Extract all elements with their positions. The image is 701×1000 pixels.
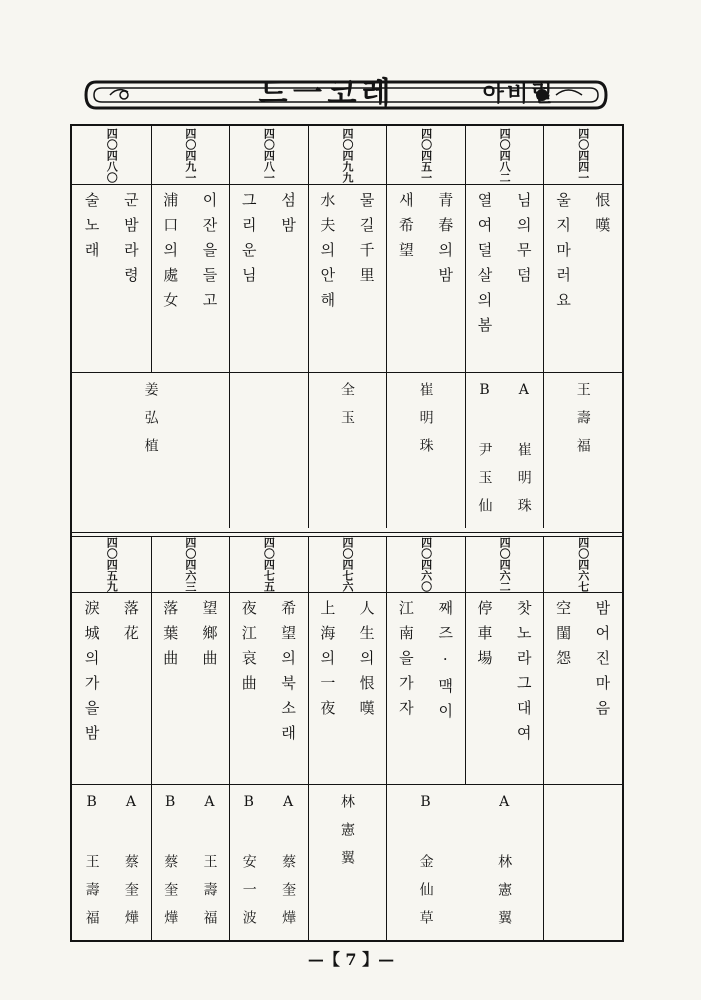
- catalog-number-cell: [543, 536, 622, 592]
- banner-brand: 아비럴: [482, 82, 556, 107]
- song-title: 人生의恨嘆: [357, 600, 376, 725]
- artist-name: A 林憲翼: [496, 794, 513, 938]
- song-title: 군밤라령: [121, 192, 140, 292]
- song-title: 밤어진마음: [593, 600, 612, 725]
- page-number: —【 7 】—: [307, 950, 395, 969]
- song-title: 술노래: [82, 192, 101, 267]
- artist-name: A 蔡奎燁: [122, 794, 139, 938]
- song-title: 恨嘆: [593, 192, 612, 242]
- song-title: 夜江哀曲: [239, 600, 258, 700]
- catalog-number: 四〇四七五: [262, 536, 276, 592]
- title-row-divider: [72, 784, 622, 785]
- song-titles-cell: [386, 600, 465, 776]
- song-title: 江南을가자: [396, 600, 415, 725]
- catalog-number-cell: [308, 126, 387, 184]
- song-titles-cell: [151, 600, 230, 776]
- artist-cell: [465, 382, 544, 526]
- catalog-number-cell: [308, 536, 387, 592]
- song-title: 青春의밤: [436, 192, 455, 292]
- song-title: 물길千里: [357, 192, 376, 292]
- artist-cell: [308, 794, 387, 930]
- song-title: 上海의一夜: [318, 600, 337, 725]
- artist-name: B 金仙草: [417, 794, 434, 938]
- number-row-divider: [72, 592, 622, 593]
- catalog-number-cell: [72, 126, 151, 184]
- catalog-number-cell: [151, 536, 230, 592]
- catalog-number-cell: [72, 536, 151, 592]
- song-titles-cell: [308, 192, 387, 364]
- catalog-number-cell: [386, 536, 465, 592]
- catalog-number: 四〇四六二: [498, 536, 512, 592]
- artist-cell: [72, 382, 229, 518]
- song-title: 空閨怨: [554, 600, 573, 675]
- catalog-number: 四〇四六三: [183, 536, 197, 592]
- song-title: 째즈·맥이: [436, 600, 455, 728]
- song-titles-cell: [72, 600, 151, 776]
- artist-name: 王壽福: [574, 382, 591, 466]
- catalog-number-cell: [229, 536, 308, 592]
- song-titles-cell: [465, 600, 544, 776]
- song-title: 울지마러요: [554, 192, 573, 317]
- catalog-number-cell: [543, 126, 622, 184]
- song-titles-cell: [465, 192, 544, 364]
- catalog-number: 四〇四五九: [105, 536, 119, 592]
- artist-cell: [229, 382, 308, 518]
- artist-cell: [229, 794, 308, 938]
- artist-cell: [543, 382, 622, 518]
- song-title: 열여덜살의봄: [475, 192, 494, 342]
- song-titles-cell: [386, 192, 465, 364]
- artist-name: A 崔明珠: [515, 382, 532, 526]
- song-titles-cell: [229, 192, 308, 364]
- catalog-number-cell: [465, 126, 544, 184]
- artist-name: A 蔡奎燁: [280, 794, 297, 938]
- catalog-number: 四〇四八一: [262, 127, 276, 183]
- artist-cell: [543, 794, 622, 930]
- catalog-number: 四〇四九九: [340, 127, 354, 183]
- artist-cell: [72, 794, 151, 938]
- song-titles-cell: [229, 600, 308, 776]
- song-title: 停車場: [475, 600, 494, 675]
- artist-cell: [386, 794, 543, 938]
- artist-name: 姜弘植: [142, 382, 159, 466]
- record-catalog-table: [70, 124, 624, 942]
- song-title: 落花: [121, 600, 140, 650]
- artist-name: B 王壽福: [83, 794, 100, 938]
- title-row-divider: [72, 372, 622, 373]
- song-title: 님의무덤: [514, 192, 533, 292]
- song-title: 찻노라그대여: [514, 600, 533, 750]
- catalog-number: 四〇四六〇: [419, 536, 433, 592]
- artist-name: B 安一波: [240, 794, 257, 938]
- artist-cell: [386, 382, 465, 518]
- song-title: 그리운님: [239, 192, 258, 292]
- song-title: 希望의북소래: [279, 600, 298, 750]
- catalog-number: 四〇四六七: [576, 536, 590, 592]
- catalog-banner: [82, 72, 610, 118]
- catalog-number: 四〇四八二: [498, 127, 512, 183]
- song-titles-cell: [543, 600, 622, 776]
- song-title: 이잔을들고: [200, 192, 219, 317]
- catalog-number: 四〇四八〇: [105, 127, 119, 183]
- artist-name: A 王壽福: [201, 794, 218, 938]
- song-title: 落葉曲: [161, 600, 180, 675]
- number-row-divider: [72, 184, 622, 185]
- catalog-number: 四〇四四一: [576, 127, 590, 183]
- catalog-number-cell: [465, 536, 544, 592]
- song-titles-cell: [308, 600, 387, 776]
- song-title: 새希望: [396, 192, 415, 267]
- song-titles-cell: [543, 192, 622, 364]
- catalog-number: 四〇四七六: [340, 536, 354, 592]
- artist-name: B 蔡奎燁: [162, 794, 179, 938]
- song-titles-cell: [151, 192, 230, 364]
- song-title: 섬밤: [279, 192, 298, 242]
- artist-cell: [308, 382, 387, 518]
- catalog-number-cell: [386, 126, 465, 184]
- artist-cell: [151, 794, 230, 938]
- banner-title: 드一코레: [258, 76, 396, 111]
- artist-name: 林憲翼: [338, 794, 355, 878]
- catalog-number: 四〇四九一: [183, 127, 197, 183]
- song-title: 水夫의안해: [318, 192, 337, 317]
- catalog-number: 四〇四五一: [419, 127, 433, 183]
- section-divider-upper: [72, 532, 622, 533]
- song-title: 望鄉曲: [200, 600, 219, 675]
- song-title: 浦口의處女: [161, 192, 180, 317]
- song-title: 淚城의가을밤: [82, 600, 101, 750]
- song-titles-cell: [72, 192, 151, 364]
- catalog-number-cell: [229, 126, 308, 184]
- catalog-number-cell: [151, 126, 230, 184]
- artist-name: 崔明珠: [417, 382, 434, 466]
- artist-name: B 尹玉仙: [476, 382, 493, 526]
- artist-name: 全玉: [338, 382, 355, 438]
